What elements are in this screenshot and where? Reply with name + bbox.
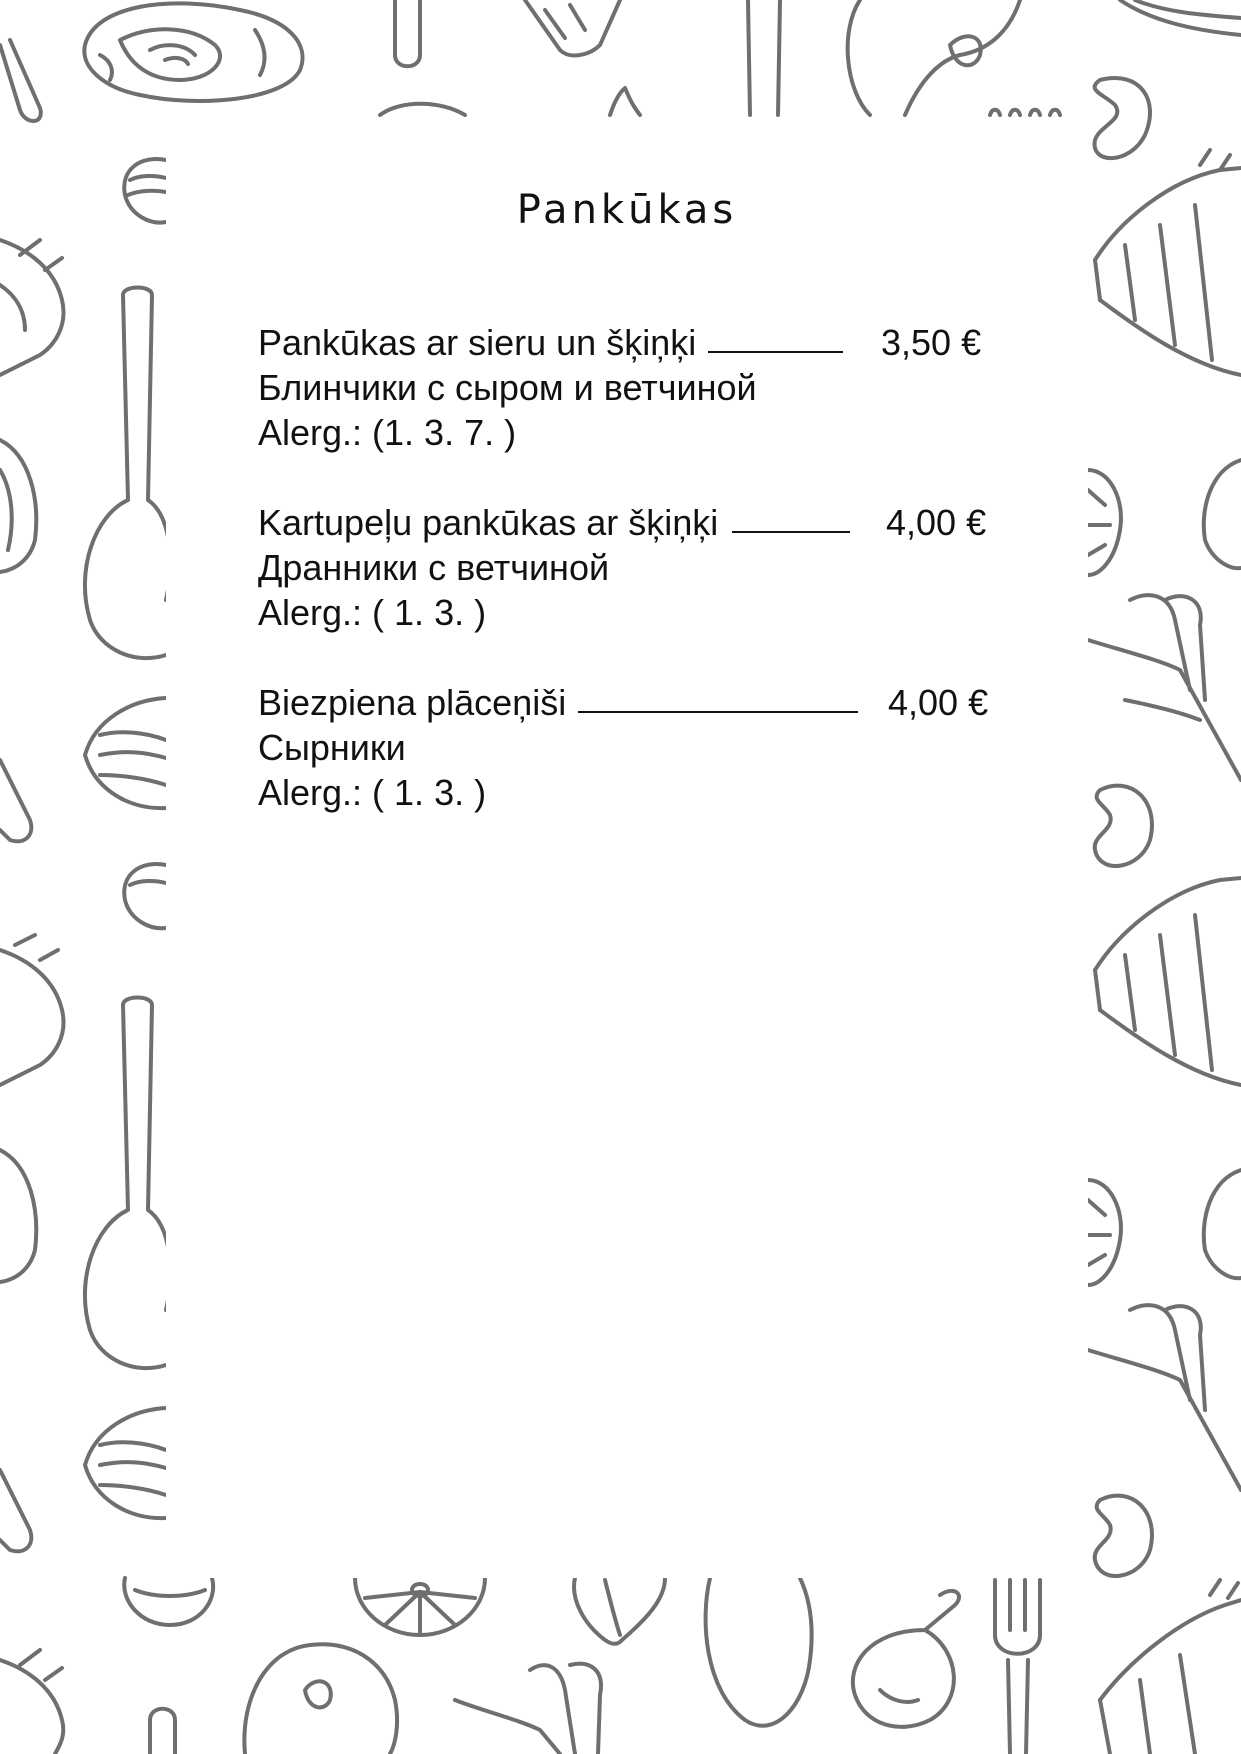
item-name-ru: Сырники [258, 727, 406, 768]
spoon-icon [150, 1709, 175, 1754]
ribs-icon [0, 1650, 63, 1754]
item-name-row [258, 500, 1088, 545]
ribs-icon [0, 935, 63, 1085]
salmon-steak-icon [85, 1408, 166, 1518]
leek-icon [0, 760, 31, 841]
leek-icon [1120, 0, 1241, 35]
item-allergens: Alerg.: (1. 3. 7. ) [258, 412, 517, 453]
leek-icon [1088, 595, 1241, 780]
garlic-icon [0, 440, 36, 572]
clam-icon [124, 1578, 213, 1625]
menu-item [258, 680, 1088, 815]
garlic-icon [853, 1591, 959, 1727]
meat-steak-icon [848, 0, 1020, 115]
bean-icon [1095, 1496, 1152, 1576]
leek-icon [0, 40, 41, 121]
item-price: 4,00 € [888, 682, 989, 723]
item-name-row [258, 680, 1088, 725]
menu-title: Pankūkas [516, 187, 738, 233]
lemon-slice-icon [1088, 470, 1121, 575]
item-name-row [258, 320, 1088, 365]
item-allergens: Alerg.: ( 1. 3. ) [258, 772, 487, 813]
leader-line [708, 351, 843, 353]
item-name: Kartupeļu pankūkas ar šķiņķi [258, 502, 719, 543]
bean-icon [1095, 78, 1150, 158]
item-allergens: Alerg.: ( 1. 3. ) [258, 592, 487, 633]
menu-item [258, 320, 1088, 455]
item-name-ru: Блинчики с сыром и ветчиной [258, 367, 757, 408]
fork-icon [748, 0, 780, 115]
leek-icon [0, 1470, 31, 1551]
leek-icon [455, 1664, 601, 1754]
item-name: Pankūkas ar sieru un šķiņķi [258, 322, 697, 363]
meat-steak-icon [244, 1644, 397, 1754]
item-price: 3,50 € [881, 322, 982, 363]
menu-item [258, 500, 1088, 635]
bean-icon [706, 1578, 812, 1726]
clam-icon [124, 864, 166, 928]
spoon-icon [85, 288, 170, 659]
menu-panel [166, 117, 1088, 1578]
garlic-icon [1204, 460, 1241, 568]
garlic-icon [0, 1150, 36, 1282]
leader-line [732, 531, 850, 533]
lemon-slice-icon [355, 1578, 485, 1635]
salmon-steak-icon [85, 698, 166, 808]
lemon-slice-icon [1088, 1180, 1121, 1285]
item-price: 4,00 € [886, 502, 987, 543]
onion-icon [380, 88, 1060, 115]
ribs-icon [0, 240, 63, 375]
leader-line [578, 711, 858, 713]
ribs-icon [1100, 1580, 1241, 1754]
garlic-icon [1204, 1170, 1241, 1278]
salmon-steak-icon [84, 3, 302, 101]
fork-icon [995, 1580, 1040, 1754]
onion-icon [574, 1578, 665, 1644]
clam-icon [124, 159, 166, 222]
spoon-icon [85, 998, 170, 1369]
ribs-icon [1095, 150, 1241, 375]
bean-icon [1095, 786, 1152, 866]
ribs-icon [1095, 878, 1241, 1085]
leek-icon [1088, 1305, 1241, 1490]
spoon-icon [395, 0, 420, 66]
item-name-ru: Дранники с ветчиной [258, 547, 610, 588]
item-name: Biezpiena plāceņiši [258, 682, 567, 723]
ribs-icon [525, 0, 620, 55]
